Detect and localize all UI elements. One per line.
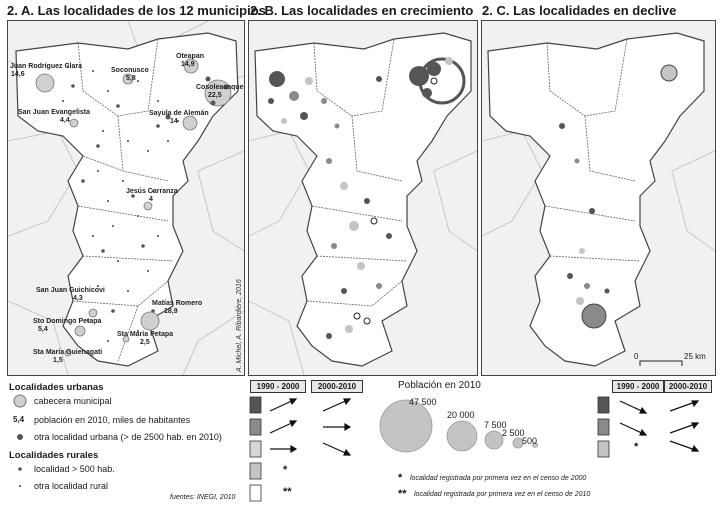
map-a-label-matias-romero: Matías Romero [152,300,203,307]
map-a-label-juan-rodriguez-clara: Juan Rodríguez Clara [10,63,82,70]
map-a-value-sayula: 14 [170,118,178,125]
panel-b-title: 2. B. Las localidades en crecimiento [250,3,474,18]
legend-other-rural-symbol [15,481,25,491]
legend-pop-2500: 2 500 [502,428,525,438]
scale-distance: 25 km [684,352,706,361]
legend-rural-title: Localidades rurales [9,450,99,461]
legend-note2-mark: ** [398,488,407,500]
legend-pop-20000: 20 000 [447,410,475,420]
legend-other-urban-label: otra localidad urbana (> de 2500 hab. en 2010) [34,432,222,442]
panel-c-title: 2. C. Las localidades en declive [482,3,677,18]
legend-b-col1: 1990 - 2000 [250,380,306,393]
legend-rural-500-label: localidad > 500 hab. [34,464,115,474]
legend-pop-7500: 7 500 [484,420,507,430]
legend-note1-mark: * [398,472,403,484]
scale-zero: 0 [634,352,639,361]
panel-a-title: 2. A. Las localidades de los 12 municipios [7,3,266,18]
legend-c-col2: 2000-2010 [664,380,712,393]
map-b-svg [249,21,477,375]
legend-other-rural-label: otra localidad rural [34,481,109,491]
legend-pop-500: 500 [522,436,538,446]
legend-cabecera-symbol [12,394,28,408]
legend-c-star1: * [634,441,639,453]
legend-c-col1: 1990 - 2000 [612,380,664,393]
map-a-label-oteapan: Oteapan [176,53,205,60]
map-a-label-sayula: Sayula de Alemán [149,110,209,117]
legend-pop-circles [370,396,550,456]
legend-c-arrows [594,393,714,473]
map-b[interactable] [248,20,478,376]
map-a-label-jesus-carranza: Jesús Carranza [126,188,178,195]
legend-cabecera-label: cabecera municipal [34,396,112,406]
map-a-value-oteapan: 14,9 [181,61,195,68]
legend-population-note: población en 2010, miles de habitantes [34,415,191,425]
map-a-value-soconusco: 5,8 [126,75,136,82]
legend-rural-500-symbol [15,464,25,474]
map-a-label-sto-domingo-petapa: Sto Domingo Petapa [33,318,102,325]
legend-b-arrows [248,393,368,505]
legend-source: fuentes: INEGI, 2010 [170,494,236,501]
map-a-value-sto-domingo-petapa: 5,4 [38,326,48,333]
legend-other-urban-symbol [15,432,25,442]
legend-b-star1: * [283,464,288,476]
map-a-label-san-juan-guichicovi: San Juan Guichicovi [36,287,105,294]
map-c-scale-bar [640,361,682,366]
map-a[interactable] [7,20,245,376]
legend-sample-value: 5,4 [13,415,25,424]
legend-b-star2: ** [283,486,292,498]
map-a-label-soconusco: Soconusco [111,67,149,74]
map-c[interactable] [481,20,716,376]
map-credit: A. Michel, A. Ribardière, 2016 [236,279,243,372]
legend-note1: localidad registrada por primera vez en el censo de 2000 [410,475,587,482]
map-a-value-sta-maria-guienagati: 1,5 [53,357,63,364]
map-a-value-matias-romero: 18,9 [164,308,178,315]
map-a-value-jesus-carranza: 4 [149,196,153,203]
map-a-value-san-juan-guichicovi: 4,3 [73,295,83,302]
map-a-label-sta-maria-petapa: Sta María Petapa [117,331,174,338]
map-a-value-juan-rodriguez-clara: 14,6 [11,71,25,78]
map-b-region [255,33,471,366]
legend-pop-title: Población en 2010 [398,380,481,391]
map-a-label-sta-maria-guienagati: Sta María Guienagati [33,349,103,356]
map-a-value-sta-maria-petapa: 2,5 [140,339,150,346]
map-a-label-cosoleacaque: Cosoleacaque [196,84,244,91]
map-a-value-cosoleacaque: 22,5 [208,92,222,99]
legend-b-col2: 2000-2010 [311,380,363,393]
legend-urban-title: Localidades urbanas [9,382,104,393]
legend-pop-47500: 47 500 [409,397,437,407]
legend-note2: localidad registrada por primera vez en el censo de 2010 [414,491,591,498]
map-c-svg [482,21,715,375]
map-a-value-san-juan-evangelista: 4,4 [60,117,70,124]
map-a-label-san-juan-evangelista: San Juan Evangelista [18,109,90,116]
